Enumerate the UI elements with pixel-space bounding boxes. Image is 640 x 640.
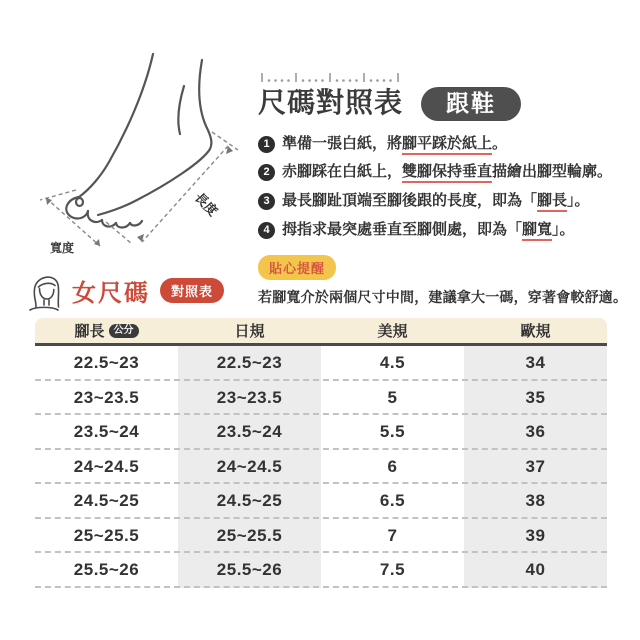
table-row: [35, 381, 607, 416]
step-number-badge: 2: [258, 164, 275, 181]
step-text: 赤腳踩在白紙上，雙腳保持垂直描繪出腳型輪廓。: [282, 163, 612, 182]
page-title: 尺碼對照表: [258, 87, 404, 119]
cell-eu: 38: [464, 484, 607, 519]
length-label: 長度: [191, 189, 221, 219]
cell-eu: 39: [464, 519, 607, 554]
cell-jp: 23~23.5: [178, 381, 321, 416]
cell-jp: 24~24.5: [178, 450, 321, 485]
cell-eu: 36: [464, 415, 607, 450]
cell-foot-length: 22.5~23: [73, 353, 140, 373]
cell-foot-length: 24.5~25: [73, 491, 140, 511]
unit-badge-cm: 公分: [109, 324, 139, 338]
category-badge: 跟鞋: [421, 87, 521, 121]
cell-us: 7: [387, 525, 398, 545]
measurement-lines: [40, 132, 238, 246]
section-badge: 對照表: [160, 278, 224, 303]
table-row: [35, 346, 607, 381]
step-number-badge: 4: [258, 222, 275, 239]
cell-foot-length: 23~23.5: [73, 387, 140, 407]
table-body: [35, 346, 607, 588]
size-conversion-table: [35, 318, 607, 588]
cell-us: 5.5: [379, 422, 406, 442]
cell-eu: 35: [464, 381, 607, 416]
cell-eu: 34: [464, 346, 607, 381]
cell-us: 6.5: [379, 491, 406, 511]
woman-icon: [26, 269, 62, 311]
table-row: [35, 484, 607, 519]
cell-jp: 22.5~23: [178, 346, 321, 381]
step-item-2: [258, 163, 632, 182]
cell-foot-length: 25.5~26: [73, 560, 140, 580]
table-row: [35, 415, 607, 450]
cell-foot-length: 23.5~24: [73, 422, 140, 442]
table-row: [35, 553, 607, 588]
table-row: [35, 519, 607, 554]
step-item-4: [258, 221, 632, 240]
title-row: [258, 87, 632, 121]
cell-jp: 23.5~24: [178, 415, 321, 450]
cell-foot-length: 24~24.5: [73, 456, 140, 476]
step-number-badge: 3: [258, 193, 275, 210]
col-header-jp: 日規: [234, 323, 265, 340]
step-text: 拇指求最突處垂直至腳側處，即為「腳寬」。: [282, 221, 575, 240]
cell-eu: 40: [464, 553, 607, 588]
instructions-panel: [258, 70, 632, 307]
section-title: 女尺碼: [72, 279, 150, 307]
cell-us: 6: [387, 456, 398, 476]
reminder-badge: 貼心提醒: [258, 255, 336, 280]
table-header-row: [35, 318, 607, 346]
col-header-foot-length: 腳長 公分: [35, 320, 178, 341]
cell-jp: 25.5~26: [178, 553, 321, 588]
width-label: 寬度: [50, 241, 75, 255]
col-header-us: 美規: [377, 323, 408, 340]
step-item-1: [258, 135, 632, 154]
cell-eu: 37: [464, 450, 607, 485]
foot-measurement-illustration: [16, 52, 254, 262]
cell-us: 5: [387, 387, 398, 407]
step-text: 準備一張白紙，將腳平踩於紙上。: [282, 135, 507, 154]
women-size-section-header: [26, 269, 224, 311]
ruler-icon: [260, 70, 400, 84]
cell-us: 7.5: [379, 560, 406, 580]
step-number-badge: 1: [258, 136, 275, 153]
col-header-eu: 歐規: [520, 323, 551, 340]
foot-outline: [66, 54, 211, 228]
reminder-text: 若腳寬介於兩個尺寸中間，建議拿大一碼，穿著會較舒適。: [258, 288, 628, 305]
cell-jp: 25~25.5: [178, 519, 321, 554]
table-row: [35, 450, 607, 485]
step-item-3: [258, 192, 632, 211]
step-text: 最長腳趾頂端至腳後跟的長度，即為「腳長」。: [282, 192, 590, 211]
cell-us: 4.5: [379, 353, 406, 373]
cell-foot-length: 25~25.5: [73, 525, 140, 545]
cell-jp: 24.5~25: [178, 484, 321, 519]
steps-list: [258, 135, 632, 240]
